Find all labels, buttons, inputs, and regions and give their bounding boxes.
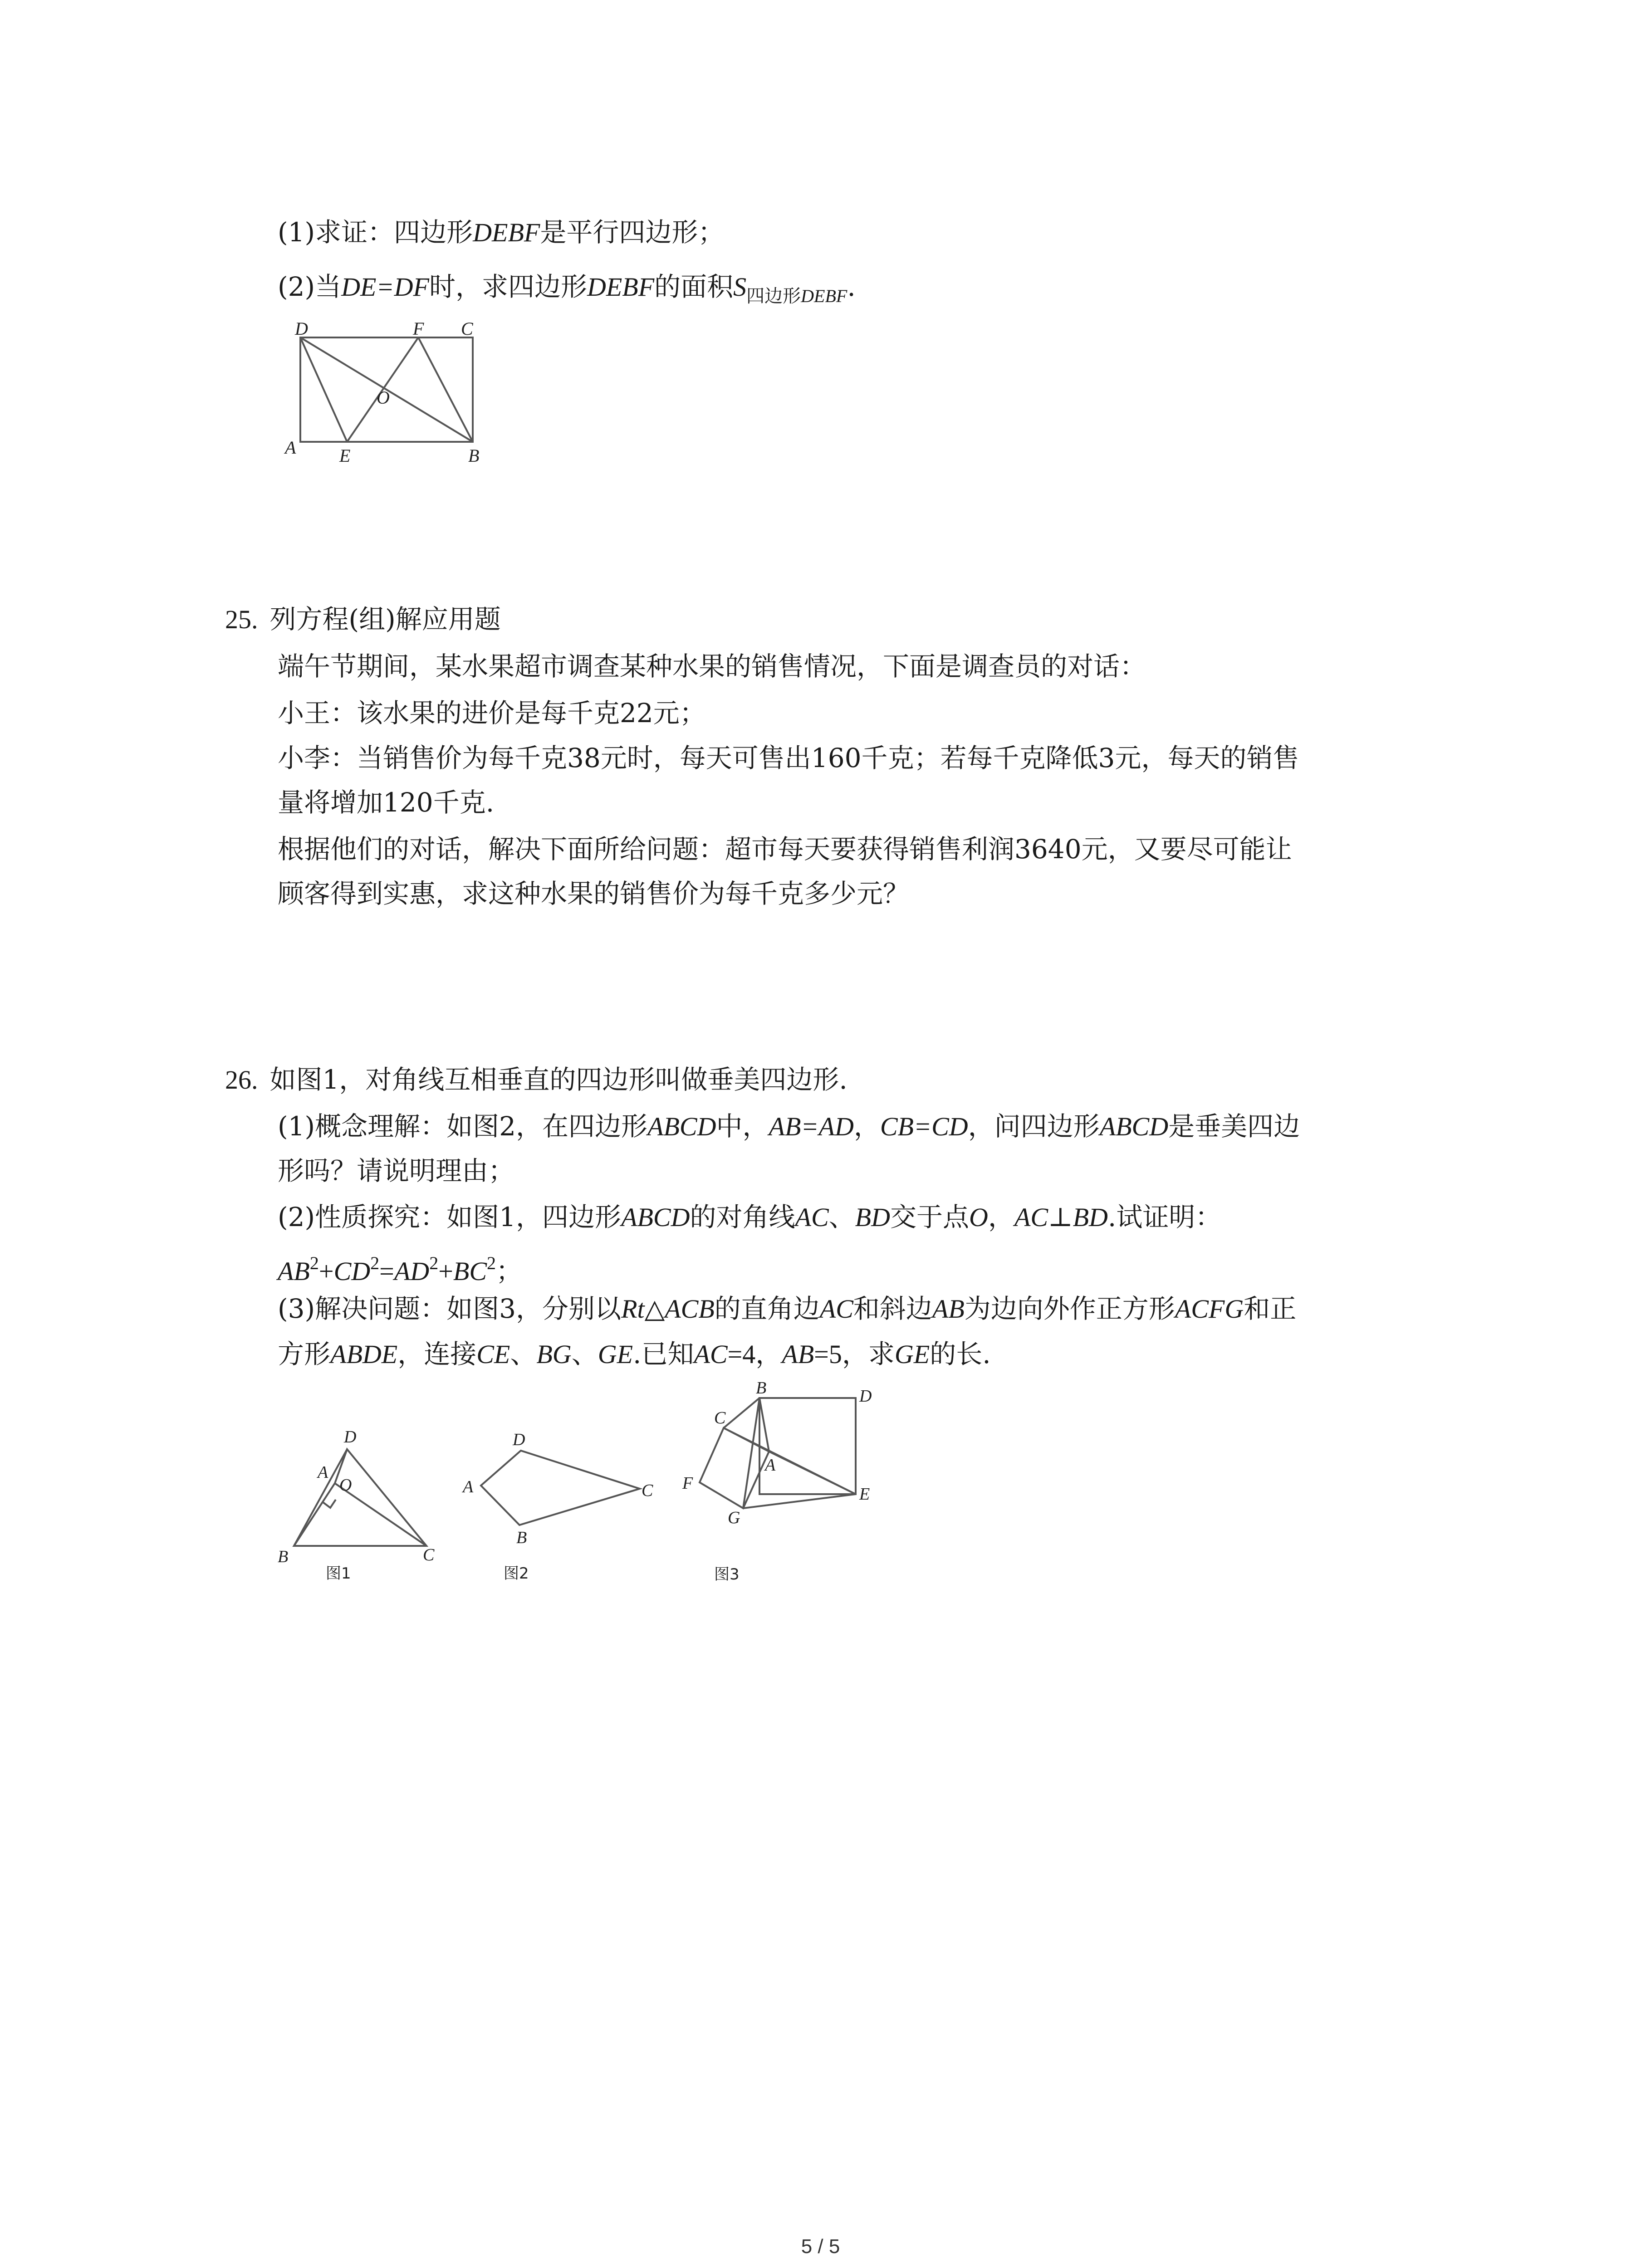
fig1-label-B: B <box>278 1547 289 1566</box>
fig3-label-A: A <box>765 1456 776 1475</box>
fig2-caption: 图2 <box>504 1564 529 1583</box>
q26-line7: 方形ABDE，连接CE、BG、GE.已知AC=4，AB=5，求GE的长. <box>278 1339 991 1369</box>
q25-line4: 量将增加120千克. <box>278 787 495 818</box>
q25-line2: 小王：该水果的进价是每千克22元； <box>278 698 706 728</box>
q25-line5: 根据他们的对话，解决下面所给问题：超市每天要获得销售利润3640元，又要尽可能让 <box>278 834 1292 865</box>
q25-line3: 小李：当销售价为每千克38元时，每天可售出160千克；若每千克降低3元，每天的销售 <box>278 743 1299 773</box>
fig3-caption: 图3 <box>714 1565 740 1584</box>
q25-title: 25. 列方程(组)解应用题 <box>225 604 501 635</box>
fig1-label-D: D <box>344 1427 357 1447</box>
label-F: F <box>413 318 424 339</box>
q26-line5: $AB^2+CD^2=AD^2+BC^2$； <box>278 1253 523 1286</box>
label-E: E <box>339 445 351 466</box>
fig1-label-O: O <box>339 1476 352 1495</box>
q26-figure-2 <box>458 1429 667 1592</box>
fig3-label-D: D <box>859 1387 872 1406</box>
fig3-label-E: E <box>859 1485 870 1504</box>
label-O: O <box>377 387 390 408</box>
q24-part2: (2)当DE=DF时，求四边形DEBF的面积$S_{四边形DEBF}$. <box>278 271 856 307</box>
fig1-caption: 图1 <box>326 1564 351 1583</box>
label-B: B <box>468 445 480 466</box>
label-C: C <box>461 318 473 339</box>
fig1-label-C: C <box>423 1545 435 1564</box>
page-number: 5 / 5 <box>801 2235 840 2258</box>
q24-part1: (1)求证：四边形DEBF是平行四边形； <box>278 217 725 248</box>
fig3-label-C: C <box>714 1408 726 1427</box>
q24-figure <box>281 318 490 467</box>
label-A: A <box>285 437 296 458</box>
q25-line6: 顾客得到实惠，求这种水果的销售价为每千克多少元？ <box>278 878 910 909</box>
fig3-label-F: F <box>682 1474 693 1493</box>
fig2-label-C: C <box>642 1481 653 1500</box>
fig2-label-D: D <box>513 1430 525 1449</box>
q26-line2: (1)概念理解：如图2，在四边形ABCD中，AB=AD，CB=CD，问四边形ABCD是垂美四边 <box>278 1111 1300 1142</box>
fig2-label-B: B <box>516 1528 527 1547</box>
fig3-label-B: B <box>756 1378 767 1398</box>
q26-line3: 形吗？请说明理由； <box>278 1155 515 1186</box>
q26-line6: (3)解决问题：如图3，分别以Rt△ACB的直角边AC和斜边AB为边向外作正方形ACFG和正 <box>278 1293 1297 1324</box>
q26-line1: 26. 如图1，对角线互相垂直的四边形叫做垂美四边形. <box>225 1064 847 1095</box>
label-D: D <box>295 318 308 339</box>
fig1-label-A: A <box>318 1463 328 1482</box>
fig3-label-G: G <box>728 1508 740 1527</box>
fig2-label-A: A <box>463 1477 474 1496</box>
q26-figure-1 <box>272 1424 454 1592</box>
q25-line1: 端午节期间，某水果超市调查某种水果的销售情况，下面是调查员的对话： <box>278 651 1146 682</box>
q26-figure-3 <box>653 1370 889 1592</box>
q26-line4: (2)性质探究：如图1，四边形ABCD的对角线AC、BD交于点O，AC⊥BD.试证明： <box>278 1202 1222 1232</box>
